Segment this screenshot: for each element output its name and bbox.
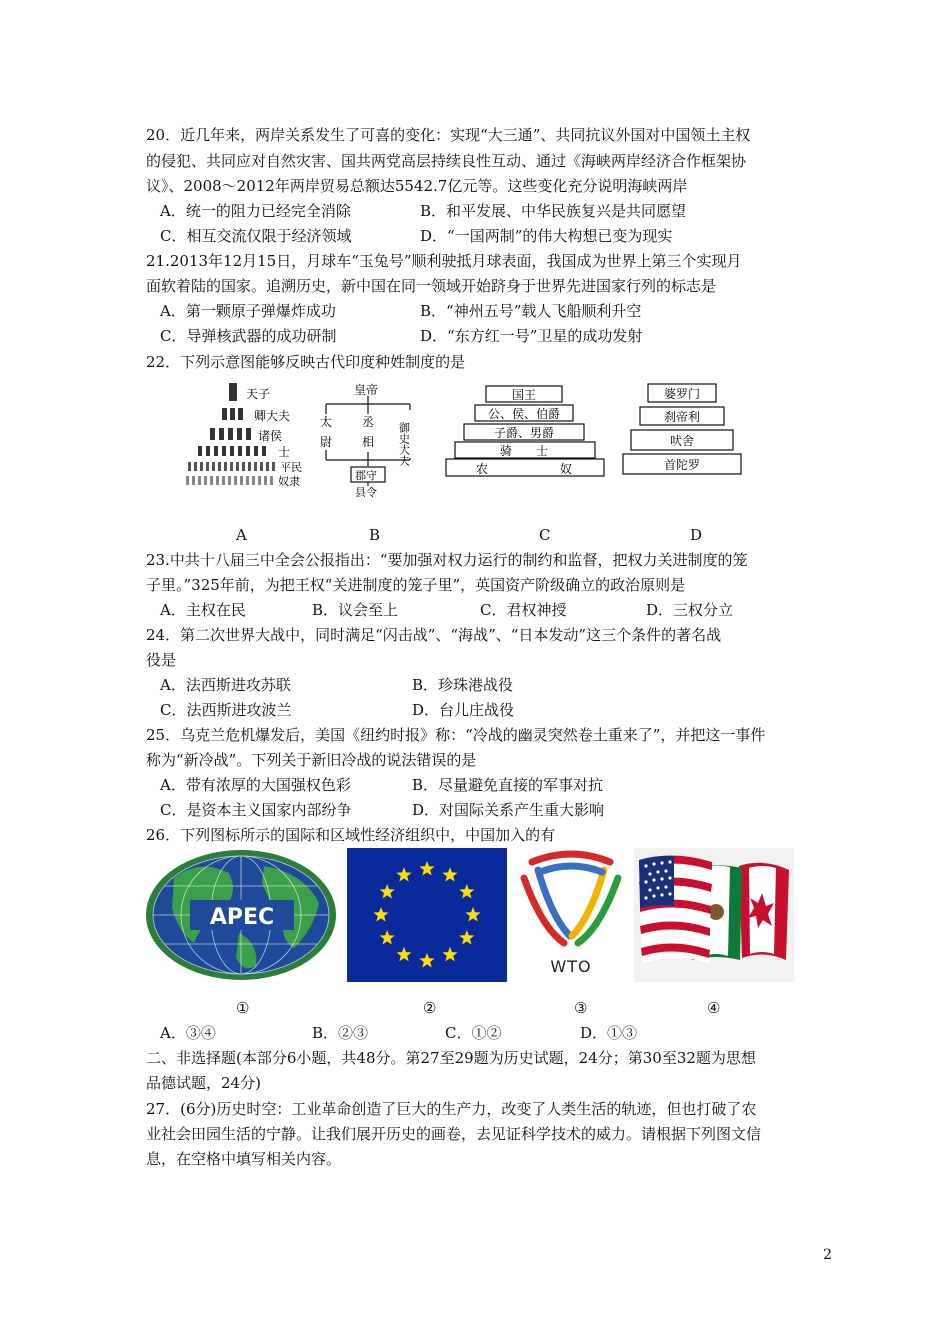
q26-option-c[interactable]: C．①② [445,1024,502,1042]
q23-option-b[interactable]: B．议会至上 [312,601,399,619]
q24-option-d[interactable]: D．台儿庄战役 [412,701,515,719]
figure-a-label-3: 诸侯 [258,429,283,443]
figure-d-row-4: 首陀罗 [663,458,701,472]
q24-line-1: 24．第二次世界大战中，同时满足“闪击战”、“海战”、“日本发动”这三个条件的著名战 [146,626,722,644]
figure-d-caste-pyramid [620,382,744,478]
q20-line-2: 的侵犯、共同应对自然灾害、国共两党高层持续良性互动、通过《海峡两岸经济合作框架协 [146,152,747,170]
figure-b-mid-2: 丞 [362,415,375,429]
q27-line-1: 27．(6分)历史时空：工业革命创造了巨大的生产力，改变了人类生活的轨迹，但也打破了农 [146,1100,757,1118]
eu-flag [347,848,507,982]
figure-d-row-3: 吠舍 [669,434,695,448]
q24-option-a[interactable]: A．法西斯进攻苏联 [160,676,291,694]
figure-b-mid-3: 御史大夫 [397,422,411,466]
q21-option-c[interactable]: C．导弹核武器的成功研制 [160,327,337,345]
q23-option-c[interactable]: C．君权神授 [480,601,567,619]
q21-line-2: 面软着陆的国家。追溯历史，新中国在同一领域开始跻身于世界先进国家行列的标志是 [146,277,717,295]
wto-logo [512,848,630,982]
figure-b-bottom-2: 县令 [355,486,377,498]
figure-c-row-5: 农 奴 [475,462,573,476]
q25-option-d[interactable]: D．对国际关系产生重大影响 [412,801,605,819]
q27-line-3: 息，在空格中填写相关内容。 [146,1150,342,1168]
figure-d-row-1: 婆罗门 [663,387,701,401]
q23-option-d[interactable]: D．三权分立 [646,601,734,619]
q25-option-b[interactable]: B．尽量避免直接的军事对抗 [412,776,604,794]
q23-line-2: 子里。”325年前，为把王权“关进制度的笼子里”，英国资产阶级确立的政治原则是 [146,576,686,594]
figure-a-pyramid [184,378,314,490]
q27-line-2: 业社会田园生活的宁静。让我们展开历史的画卷，去见证科学技术的威力。请根据下列图文信 [146,1125,762,1143]
q20-option-a[interactable]: A．统一的阻力已经完全消除 [160,202,351,220]
q22-line-1: 22．下列示意图能够反映古代印度种姓制度的是 [146,353,466,371]
q26-line-1: 26．下列图标所示的国际和区域性经济组织中，中国加入的有 [146,826,556,844]
q25-option-a[interactable]: A．带有浓厚的大国强权色彩 [160,776,351,794]
wto-text: WTO [550,957,592,976]
figure-c-row-1: 国王 [511,388,537,402]
q24-line-2: 役是 [146,651,177,669]
figure-b-row2-1: 尉 [320,435,333,449]
figure-a-label-2: 卿大夫 [254,409,291,423]
q20-line-3: 议》、2008～2012年两岸贸易总额达5542.7亿元等。这些变化充分说明海峡两岸 [146,177,688,195]
q21-option-d[interactable]: D．“东方红一号”卫星的成功发射 [420,327,643,345]
figure-c-row-2: 公、侯、伯爵 [487,407,561,421]
figure-c-feudal-pyramid [444,384,606,478]
figure-a-label-6: 奴隶 [278,475,300,488]
q25-line-2: 称为“新冷战”。下列关于新旧冷战的说法错误的是 [146,751,477,769]
figure-a-label-4: 士 [278,445,291,459]
q23-line-1: 23.中共十八届三中全会公报指出：“要加强对权力运行的制约和监督，把权力关进制度的笼 [146,551,748,569]
figure-c-row-3: 子爵、男爵 [493,426,555,440]
q21-line-1: 21.2013年12月15日，月球车“玉兔号”顺利驶抵月球表面，我国成为世界上第三个实现月 [146,252,742,270]
figure-b-mid-1: 太 [320,415,333,429]
q23-option-a[interactable]: A．主权在民 [160,601,246,619]
q21-option-a[interactable]: A．第一颗原子弹爆炸成功 [160,302,336,320]
nafta-flags [634,848,794,982]
q21-option-b[interactable]: B．“神州五号”载人飞船顺利升空 [420,302,642,320]
section2-line-2: 品德试题，24分) [146,1074,261,1092]
figure-b-row2-2: 相 [362,435,375,449]
q26-label-3[interactable]: ③ [574,999,588,1017]
figure-b-top: 皇帝 [354,383,379,397]
q22-label-b[interactable]: B [369,526,381,544]
figure-c-row-4: 骑 士 [499,444,549,458]
q20-option-d[interactable]: D．“一国两制”的伟大构想已变为现实 [420,227,673,245]
q22-label-c[interactable]: C [539,526,551,544]
q25-option-c[interactable]: C．是资本主义国家内部纷争 [160,801,352,819]
q26-label-2[interactable]: ② [423,999,437,1017]
q22-label-a[interactable]: A [236,526,247,544]
apec-logo [144,848,338,982]
q20-option-b[interactable]: B．和平发展、中华民族复兴是共同愿望 [420,202,687,220]
figure-a-label-1: 天子 [246,387,271,401]
q26-label-1[interactable]: ① [236,999,250,1017]
q20-option-c[interactable]: C．相互交流仅限于经济领域 [160,227,352,245]
apec-text: APEC [209,905,275,930]
page-number: 2 [823,1247,832,1263]
q20-line-1: 20．近几年来，两岸关系发生了可喜的变化：实现“大三通”、共同抗议外国对中国领土主权 [146,126,751,144]
figure-b-qin-hierarchy [318,380,428,498]
q25-line-1: 25．乌克兰危机爆发后，美国《纽约时报》称：“冷战的幽灵突然卷土重来了”，并把这一事件 [146,726,766,744]
figure-b-bottom-1: 郡守 [355,469,377,482]
q26-option-d[interactable]: D．①③ [580,1024,638,1042]
q26-label-4[interactable]: ④ [707,999,721,1017]
section2-line-1: 二、非选择题(本部分6小题，共48分。第27至29题为历史试题，24分；第30至32题为思想 [146,1049,756,1067]
q26-option-b[interactable]: B．②③ [312,1024,369,1042]
q24-option-c[interactable]: C．法西斯进攻波兰 [160,701,292,719]
q26-option-a[interactable]: A．③④ [160,1024,216,1042]
figure-d-row-2: 刹帝利 [663,410,701,424]
q24-option-b[interactable]: B．珍珠港战役 [412,676,514,694]
figure-a-label-5: 平民 [280,461,302,474]
q22-label-d[interactable]: D [690,526,703,544]
